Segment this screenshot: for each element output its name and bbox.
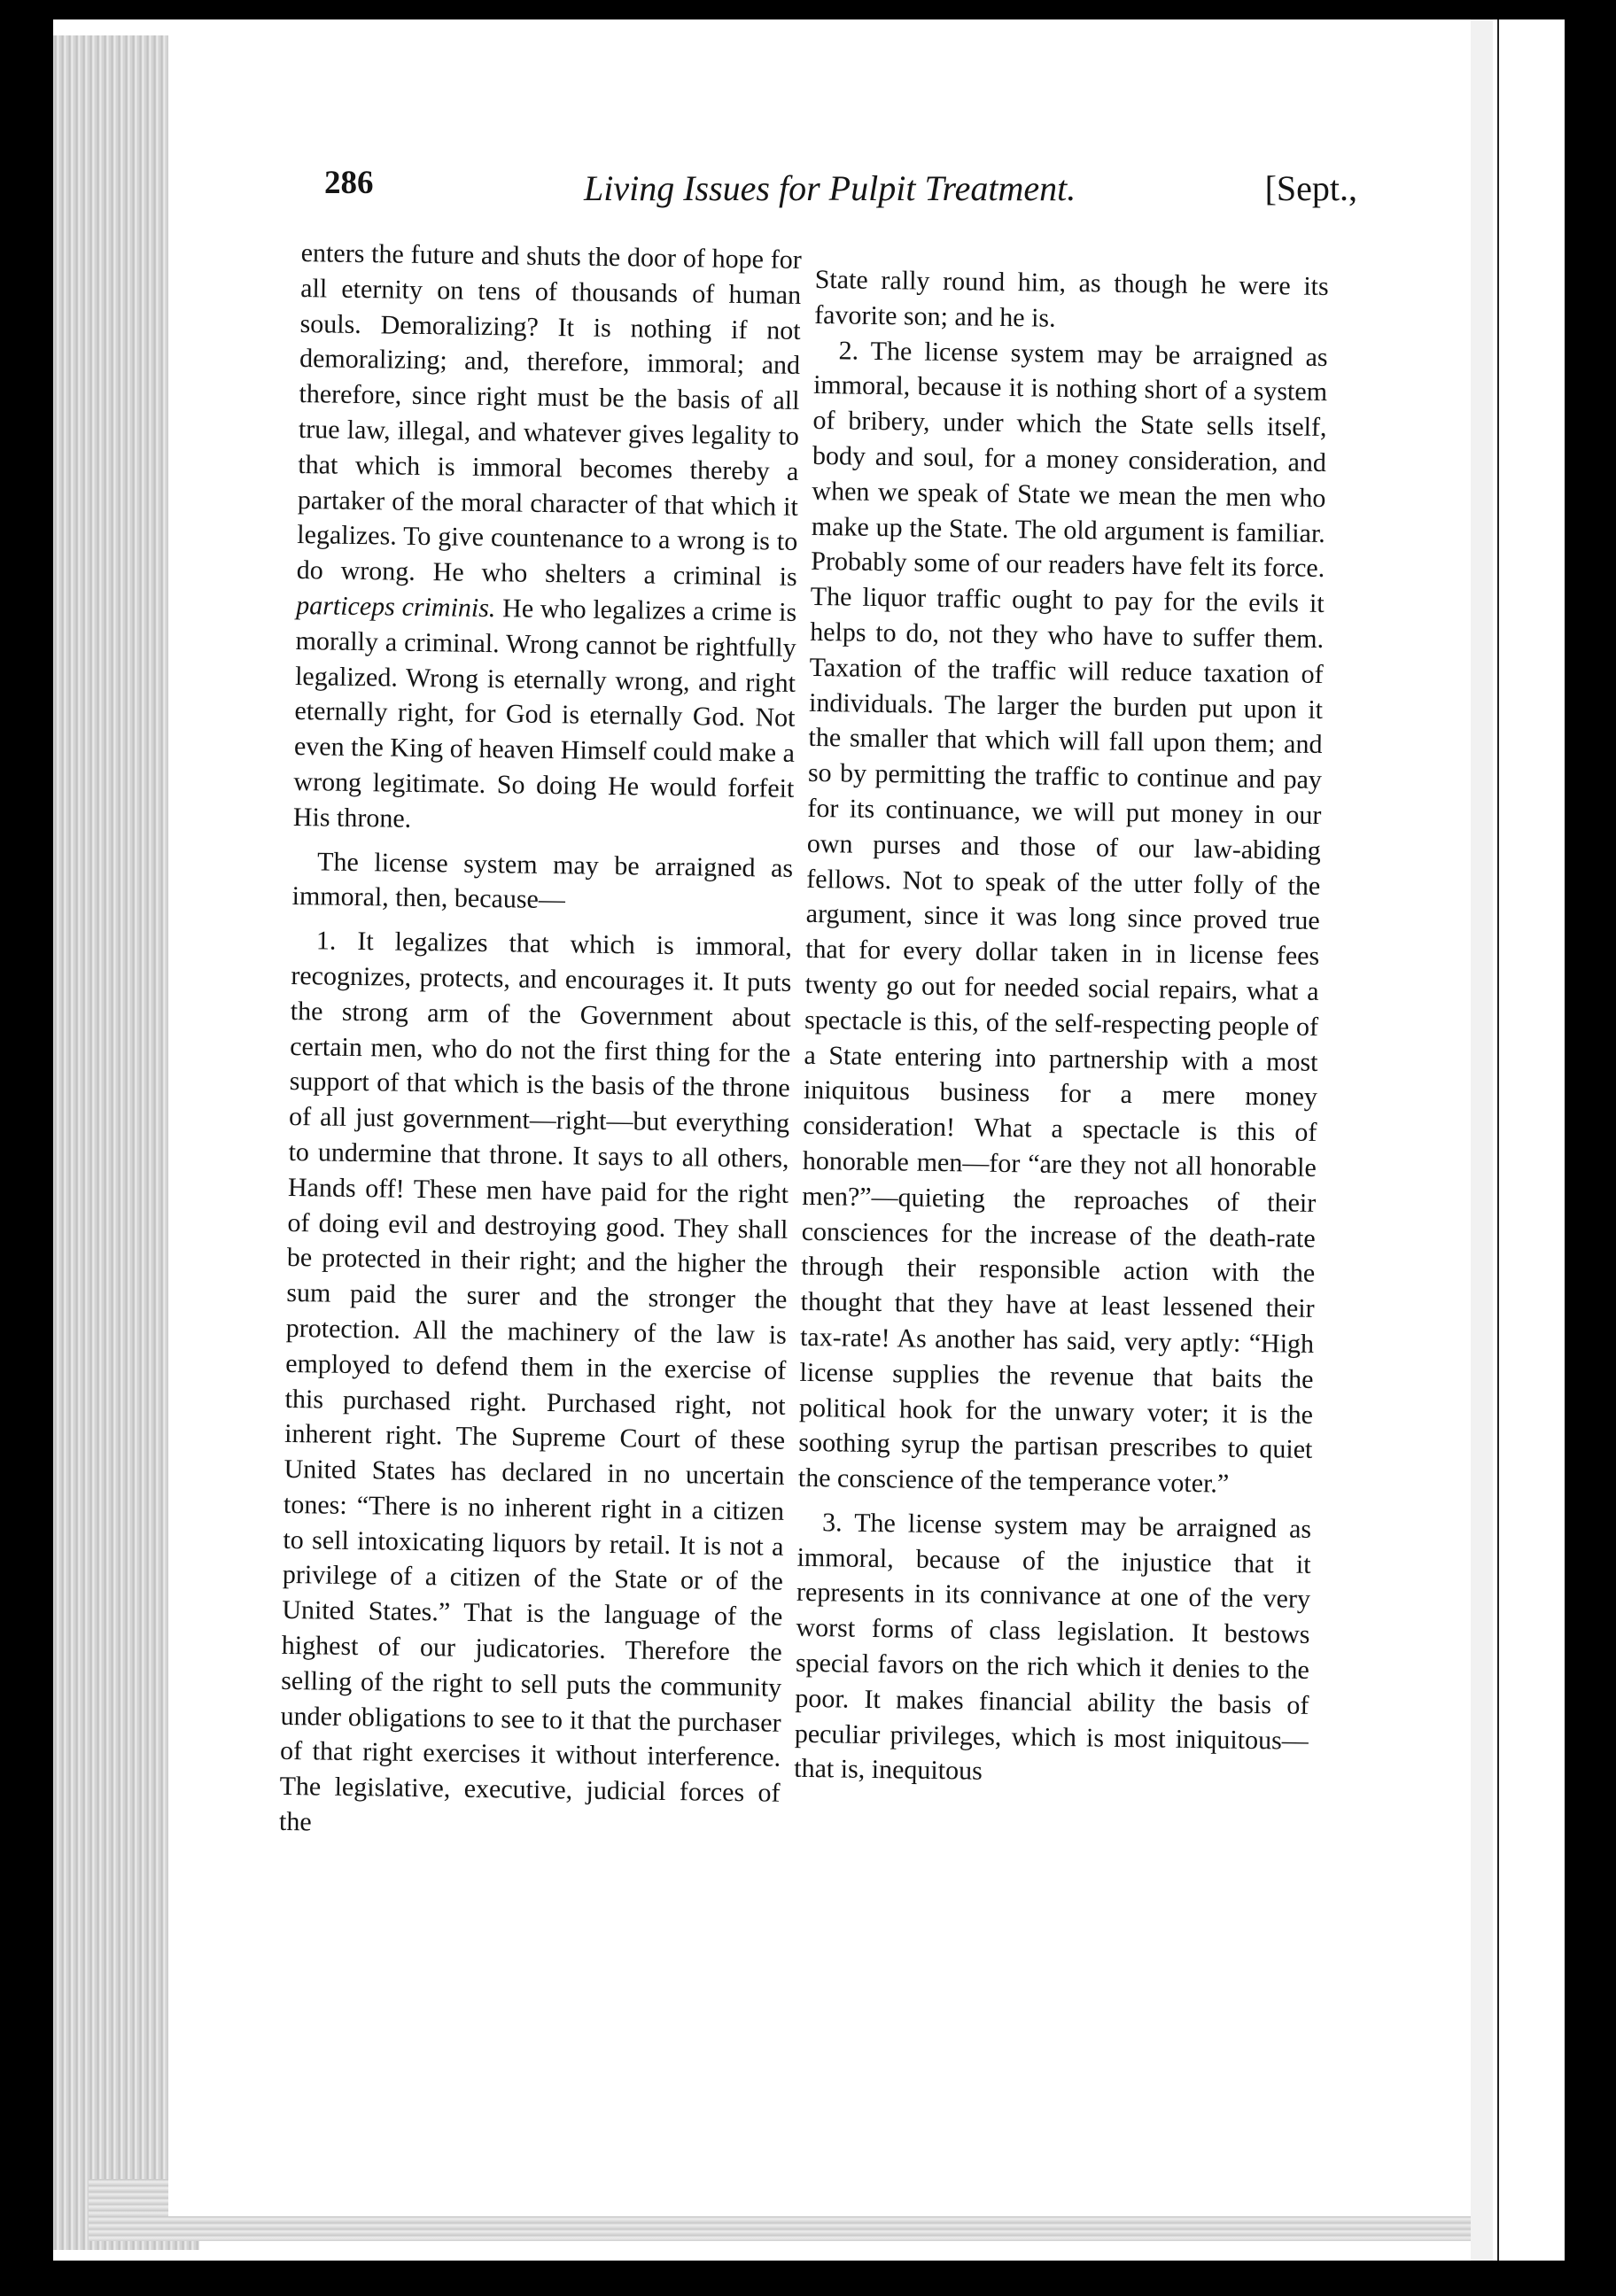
right-column: [794, 262, 1329, 1794]
paragraph: 3. The license system may be arraigned as immoral, because of the injustice that it represents in its connivance at one of the very worst forms of class legislation. It bestows special favors on the rich which it denies to the poor. It makes financial ability the basis of peculiar privileges, which is most iniquitous—that is, inequitous: [794, 1508, 1312, 1787]
scan-border-left: [0, 0, 53, 2296]
facing-page-edge: [1497, 19, 1565, 2269]
page-header: [324, 164, 1357, 226]
section-marker: [Sept.,: [1264, 168, 1357, 208]
left-column: [279, 236, 802, 1847]
scan-border-bottom: [0, 2261, 1616, 2296]
paragraph-text: enters the future and shuts the door of hope for all eternity on tens of thousands of human souls. Demoralizing? It is nothing if not demoralizing; and, therefore, immoral; and therefore, since right must be the basis of all true law, illegal, and whatever gives legality to that which is immoral becomes thereby a partaker of the moral character of that which it legalizes. To give countenance to a wrong is to do wrong. He who shelters a criminal is: [296, 238, 802, 593]
paragraph-text-continued: He who legalizes a crime is morally a criminal. Wrong cannot be rightfully legalized. Wrong is eternally wrong, and right eternally right, for God is eternally God. Not even the King of heaven Himself could make a wrong legitimate. So doing He would forfeit His throne.: [292, 593, 797, 834]
paragraph: [293, 236, 802, 842]
running-title: Living Issues for Pulpit Treatment.: [584, 168, 1076, 208]
scan-border-right: [1563, 0, 1616, 2296]
page-number: 286: [324, 165, 374, 201]
paragraph: The license system may be arraigned as immoral, then, because—: [291, 846, 794, 915]
paragraph: State rally round him, as though he were its favorite son; and he is.: [813, 264, 1329, 333]
italic-phrase: particeps criminis.: [295, 590, 496, 624]
scan-border-top: [0, 0, 1616, 19]
book-gutter: [1471, 19, 1493, 2269]
paragraph: 2. The license system may be arraigned as immoral, because it is nothing short of a system of bribery, under which the State sells itself, body and soul, for a money consideration, and when we speak of State we mean the men who make up the State. The old argument is familiar. Probably some of our readers have felt its force. The liquor traffic ought to pay for the evils it helps to do, not they who have to suffer them. Taxation of the traffic will reduce taxation of individuals. The larger the burden put upon it the smaller that which will fall upon them; and so by permitting the traffic to continue and pay for its continuance, we will put money in our own purses and those of our law-abiding fellows. Not to speak of the utter folly of the argument, since it was long since proved true that for every dollar taken in in license fees twenty go out for needed social repairs, what a spectacle is this, of the self-respecting people of a State entering into partnership with a most iniquitous business for a mere money consideration! What a spectacle is this of honorable men—for “are they not all honorable men?”—quieting the reproaches of their consciences for the increase of the death-rate through their responsible action with the thought that they have at least lessened their tax-rate! As another has said, very aptly: “High license supplies the revenue that baits the political hook for the unwary voter; it is the soothing syrup the partisan prescribes to quiet the conscience of the temperance voter.”: [797, 335, 1328, 1499]
paragraph: 1. It legalizes that which is immoral, recognizes, protects, and encourages it. It puts the strong arm of the Government about certain men, who do not the first thing for the support of that which is the basis of the throne of all just government—right—but everything to undermine that throne. It says to all others, Hands off! These men have paid for the right of doing evil and destroying good. They shall be protected in their right; and the higher the sum paid the surer and the stronger the protection. All the machinery of the law is employed to defend them in the exercise of this purchased right. Purchased right, not inherent right. The Supreme Court of these United States has declared in no uncertain tones: “There is no inherent right in a citizen to sell intoxicating liquors by retail. It is not a privilege of a citizen of the State or of the United States.” That is the language of the highest of our judicatories. Therefore the selling of the right to sell puts the community under obligations to see to it that the purchaser of that right exercises it without interference. The legislative, executive, judicial forces of the: [278, 926, 793, 1837]
